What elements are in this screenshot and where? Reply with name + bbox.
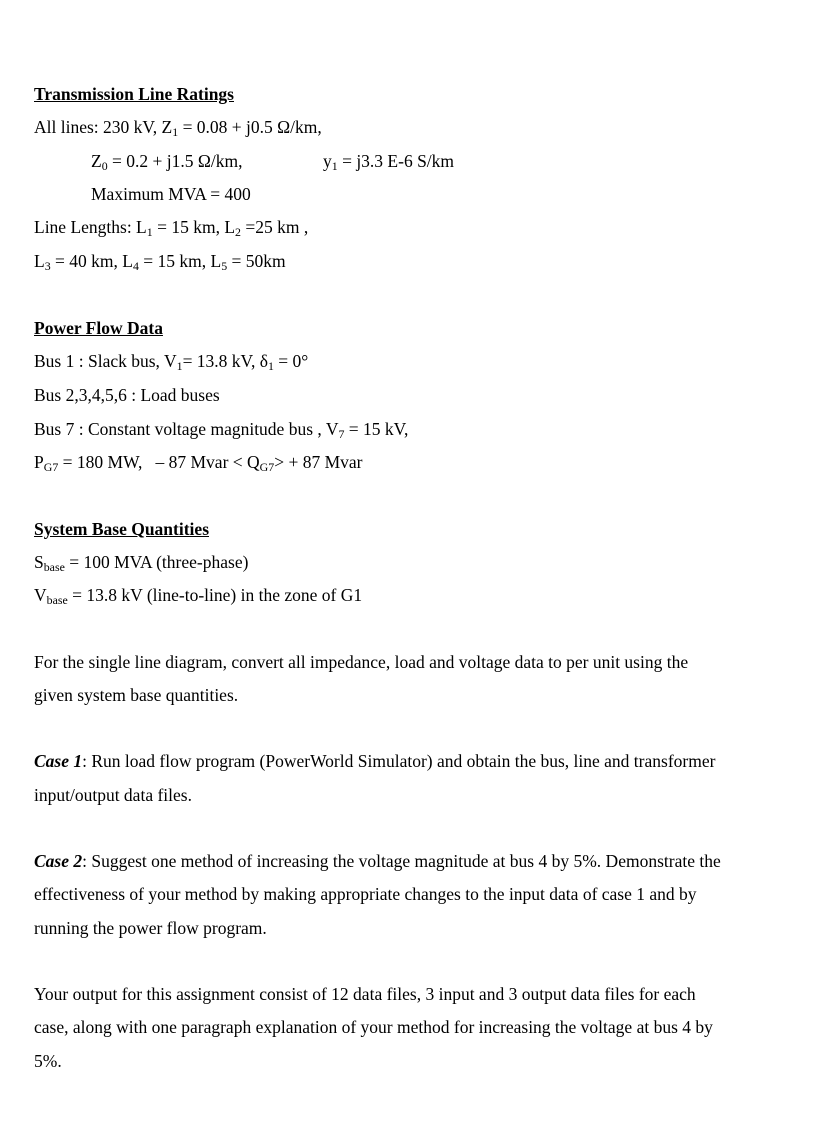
text: Bus 1 : Slack bus, V (34, 351, 177, 371)
text: : Suggest one method of increasing the voltage magnitude at bus 4 by 5%. Demonstrate the (82, 851, 721, 871)
subscript: base (46, 592, 68, 607)
subscript: 7 (338, 426, 345, 441)
text: = 0.2 + j1.5 Ω/km, (107, 151, 243, 171)
case1-label: Case 1 (34, 751, 83, 771)
line-lengths-1 (34, 217, 308, 237)
case2-line-3: running the power flow program. (34, 918, 267, 938)
subscript: 4 (132, 258, 139, 273)
system-base-quantities-heading: System Base Quantities (34, 519, 209, 539)
text: = 40 km, L (50, 251, 133, 271)
text: = 0° (273, 351, 309, 371)
subscript: 1 (146, 224, 153, 239)
text: = 100 MVA (three-phase) (64, 552, 249, 572)
subscript: 3 (44, 258, 51, 273)
text: Bus 7 : Constant voltage magnitude bus , V (34, 419, 339, 439)
text: = 15 kV, (344, 419, 409, 439)
text: V (34, 585, 47, 605)
text: = 180 MW, – 87 Mvar < Q (58, 452, 260, 472)
transmission-line-ratings-heading: Transmission Line Ratings (34, 84, 234, 104)
text: L (34, 251, 45, 271)
case1-line-1 (34, 751, 715, 771)
text: > + 87 Mvar (274, 452, 363, 472)
bus7-spec (34, 419, 408, 439)
text: = 0.08 + j0.5 Ω/km, (178, 117, 322, 137)
case2-label: Case 2 (34, 851, 83, 871)
subscript: G7 (43, 459, 59, 474)
text: = 13.8 kV (line-to-line) in the zone of G1 (67, 585, 363, 605)
text: = 50km (227, 251, 286, 271)
text: = j3.3 E-6 S/km (337, 151, 455, 171)
line-lengths-2 (34, 251, 286, 271)
output-line-2: case, along with one paragraph explanation of your method for increasing the voltage at bus 4 by (34, 1017, 713, 1037)
vbase-spec (34, 585, 362, 605)
subscript: G7 (259, 459, 275, 474)
text: = 15 km, L (152, 217, 236, 237)
subscript: 1 (267, 358, 274, 373)
text: y (323, 151, 332, 171)
z0-spec (91, 151, 243, 171)
y1-spec (323, 151, 454, 171)
text: =25 km , (240, 217, 309, 237)
per-unit-instruction-line-1: For the single line diagram, convert all impedance, load and voltage data to per unit using the (34, 652, 689, 672)
text: P (34, 452, 44, 472)
text: Z (91, 151, 102, 171)
output-line-3: 5%. (34, 1051, 62, 1071)
case2-line-2: effectiveness of your method by making appropriate changes to the input data of case 1 and by (34, 884, 697, 904)
text: : Run load flow program (PowerWorld Simulator) and obtain the bus, line and transformer (82, 751, 716, 771)
text: = 15 km, L (138, 251, 222, 271)
text: All lines: 230 kV, Z (34, 117, 173, 137)
power-flow-data-heading: Power Flow Data (34, 318, 163, 338)
case1-line-2: input/output data files. (34, 785, 192, 805)
bus1-spec (34, 351, 308, 371)
subscript: 1 (176, 358, 183, 373)
load-buses-spec: Bus 2,3,4,5,6 : Load buses (34, 385, 220, 405)
max-mva-spec: Maximum MVA = 400 (91, 184, 251, 204)
per-unit-instruction-line-2: given system base quantities. (34, 685, 239, 705)
text: Line Lengths: L (34, 217, 147, 237)
text: = 13.8 kV, δ (182, 351, 268, 371)
subscript: 1 (331, 158, 338, 173)
text: S (34, 552, 44, 572)
pg7-spec (34, 452, 363, 472)
case2-line-1 (34, 851, 721, 871)
all-lines-spec (34, 117, 322, 137)
subscript: base (43, 559, 65, 574)
sbase-spec (34, 552, 248, 572)
subscript: 1 (172, 124, 179, 139)
output-line-1: Your output for this assignment consist of 12 data files, 3 input and 3 output data files for each (34, 984, 696, 1004)
subscript: 0 (101, 158, 108, 173)
subscript: 2 (235, 224, 241, 239)
subscript: 5 (221, 258, 228, 273)
